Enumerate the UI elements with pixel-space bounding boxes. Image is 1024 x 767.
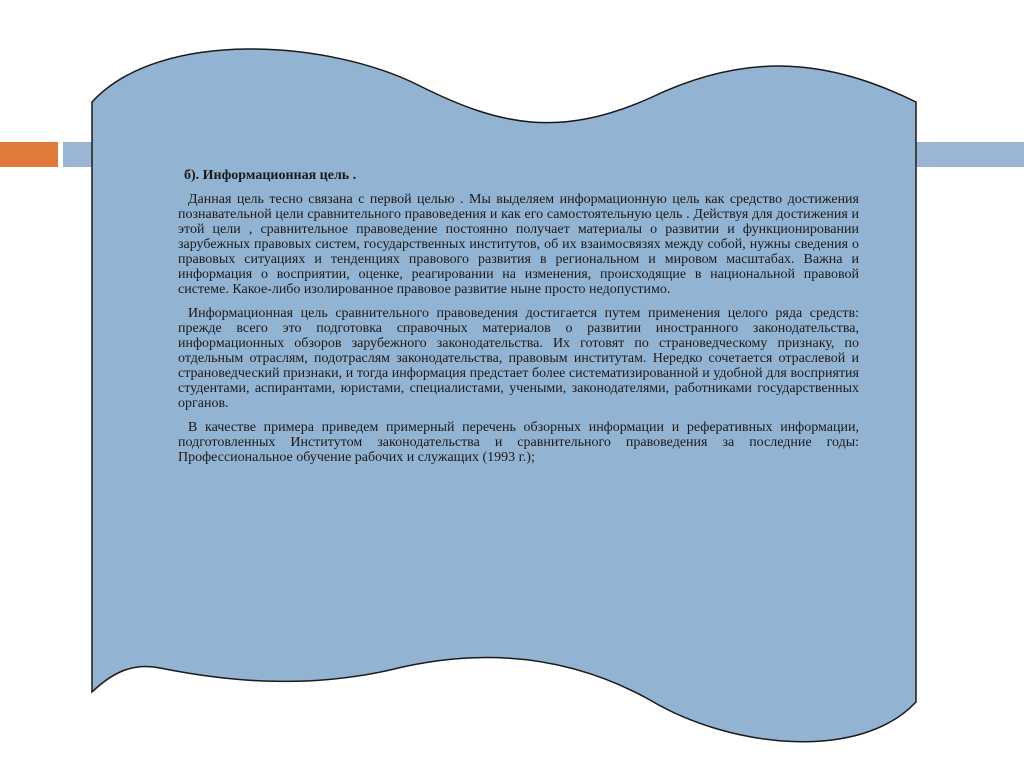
paragraph-3: В качестве примера приведем примерный перечень обзорных информации и реферативных информации, подготовленных Институтом законодательства и сравнительного правоведения за последние годы: Профессиональное обучение рабочих и служащих (1993 г.); bbox=[178, 420, 859, 465]
document-text bbox=[178, 168, 859, 474]
paragraph-2: Информационная цель сравнительного правоведения достигается путем применения целого ряда средств: прежде всего это подготовка справочных материалов о развитии иностранного законодательства, информационных обзоров зарубежного законодательства. Их готовят по страноведческому признаку, по отдельным отраслям, подотраслям законодательства, правовым институтам. Нередко сочетается отраслевой и страноведческий признаки, и тогда информация предстает более систематизированной и удобной для восприятия студентами, аспирантами, юристами, специалистами, учеными, законодателями, работниками государственных органов. bbox=[178, 306, 859, 411]
section-heading: б). Информационная цель . bbox=[184, 168, 357, 183]
paragraph-1: Данная цель тесно связана с первой целью . Мы выделяем информационную цель как средство достижения познавательной цели сравнительного правоведения и как его самостоятельную цель . Действуя для достижения и этой цели , сравнительное правоведение постоянно получает материалы о развитии и функционировании зарубежных правовых систем, государственных институтов, об их взаимосвязях между собой, нужны сведения о правовых ситуациях и тенденциях правового развития в региональном и мировом масштабах. Важна и информация о восприятии, оценке, реагировании на изменения, происходящие в национальной правовой системе. Какое-либо изолированное правовое развитие ныне просто недопустимо. bbox=[178, 192, 859, 297]
